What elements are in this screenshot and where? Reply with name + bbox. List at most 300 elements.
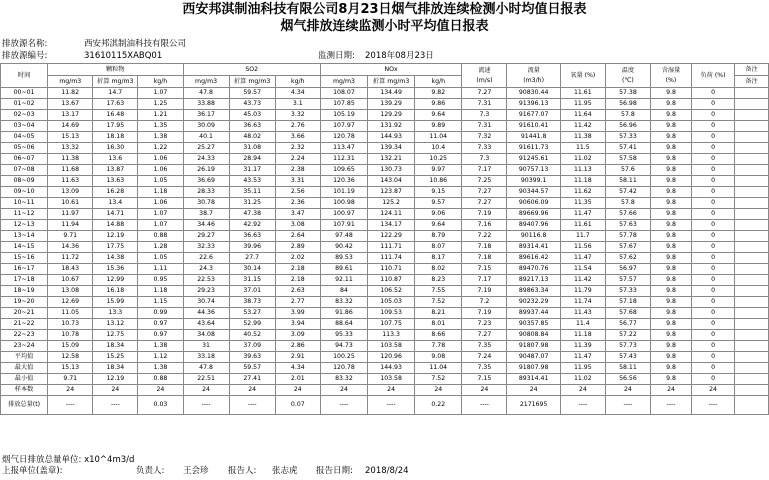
time-cell: 12~13: [1, 220, 48, 231]
nox-conv-cell: 129.29: [368, 110, 415, 121]
nox-mg-cell: 88.64: [320, 319, 367, 330]
time-cell: 03~04: [1, 121, 48, 132]
nox-mg-cell: 100.98: [320, 198, 367, 209]
flow-cell: 89407.96: [507, 220, 560, 231]
moisture-cell: 9.8: [651, 231, 692, 242]
load-cell: 0: [692, 220, 735, 231]
nox-kgh-cell: 10.86: [415, 176, 462, 187]
load-cell: 0: [692, 330, 735, 341]
nox-kgh-cell: 8.23: [415, 275, 462, 286]
so2-mg-cell: 28.33: [183, 187, 229, 198]
velocity-cell: 7.25: [462, 176, 507, 187]
temp-cell: 57.38: [605, 88, 650, 99]
time-cell: 01~02: [1, 99, 48, 110]
table-row: [1, 264, 769, 275]
so2-kgh-cell: 3.1: [275, 99, 320, 110]
flow-cell: 91245.61: [507, 154, 560, 165]
so2-mg-cell: 43.64: [183, 319, 229, 330]
load-cell: 0: [692, 275, 735, 286]
time-cell: 13~14: [1, 231, 48, 242]
time-cell: 10~11: [1, 198, 48, 209]
velocity-cell: 7.18: [462, 242, 507, 253]
nox-kgh-total-cell: 0.22: [415, 396, 462, 415]
dust-mg-cell: 11.38: [48, 154, 93, 165]
so2-mg-cell: 26.19: [183, 165, 229, 176]
time-cell: 09~10: [1, 187, 48, 198]
table-row: [1, 374, 769, 385]
time-cell: 04~05: [1, 132, 48, 143]
moisture-cell: 9.8: [651, 176, 692, 187]
oxygen-cell: 24: [560, 385, 605, 396]
time-cell: 20~21: [1, 308, 48, 319]
table-row: [1, 220, 769, 231]
table-row: [1, 253, 769, 264]
note-cell: [735, 88, 769, 99]
oxygen-cell: 11.35: [560, 198, 605, 209]
table-row: [1, 198, 769, 209]
so2-mg-cell: 25.27: [183, 143, 229, 154]
nox-conv-total-cell: ----: [368, 396, 415, 415]
nox-conv-cell: 120.96: [368, 352, 415, 363]
velocity-cell: 7.35: [462, 341, 507, 352]
flow-cell: 90830.44: [507, 88, 560, 99]
nox-conv-cell: 107.75: [368, 319, 415, 330]
nox-kgh-cell: 9.57: [415, 198, 462, 209]
table-row: [1, 341, 769, 352]
so2-mg-cell: 24.33: [183, 154, 229, 165]
note-cell: [735, 374, 769, 385]
dust-kgh-cell: 0.97: [138, 330, 183, 341]
note-cell: [735, 253, 769, 264]
temp-cell: 56.97: [605, 264, 650, 275]
so2-kgh-cell: 2.02: [275, 253, 320, 264]
temp-cell: 56.98: [605, 99, 650, 110]
dust-kgh-cell: 1.06: [138, 154, 183, 165]
temp-cell: 57.63: [605, 220, 650, 231]
time-cell: 17~18: [1, 275, 48, 286]
note-cell: [735, 231, 769, 242]
flow-cell: 90116.8: [507, 231, 560, 242]
moisture-cell: 9.8: [651, 88, 692, 99]
dust-mg-total-cell: ----: [48, 396, 93, 415]
dust-kgh-cell: 1.38: [138, 132, 183, 143]
nox-mg-cell: 105.19: [320, 110, 367, 121]
dust-mg-cell: 11.94: [48, 220, 93, 231]
table-row: [1, 121, 769, 132]
oxygen-cell: 11.95: [560, 363, 605, 374]
so2-conv-total-cell: ----: [229, 396, 275, 415]
nox-conv-cell: 110.87: [368, 275, 415, 286]
dust-mg-cell: 10.61: [48, 198, 93, 209]
nox-mg-cell: 91.86: [320, 308, 367, 319]
so2-kgh-cell: 2.01: [275, 374, 320, 385]
table-row: [1, 165, 769, 176]
dust-kgh-cell: 1.38: [138, 363, 183, 374]
load-cell: 0: [692, 264, 735, 275]
table-row: [1, 132, 769, 143]
velocity-cell: 7.17: [462, 275, 507, 286]
note-cell: [735, 286, 769, 297]
dust-kgh-cell: 1.07: [138, 88, 183, 99]
nox-mg-cell: 92.11: [320, 275, 367, 286]
so2-conv-cell: 52.99: [229, 319, 275, 330]
moisture-cell: 9.8: [651, 330, 692, 341]
dust-mg-cell: 14.36: [48, 242, 93, 253]
velocity-cell: 24: [462, 385, 507, 396]
velocity-cell: 7.19: [462, 209, 507, 220]
nox-kgh-cell: 9.64: [415, 220, 462, 231]
temp-cell: 57.41: [605, 143, 650, 154]
so2-kgh-cell: 2.89: [275, 242, 320, 253]
flow-cell: 90606.09: [507, 198, 560, 209]
so2-conv-cell: 31.08: [229, 143, 275, 154]
so2-conv-cell: 48.02: [229, 132, 275, 143]
flue-total-line: [2, 455, 134, 466]
so2-kgh-cell: 2.18: [275, 264, 320, 275]
oxygen-cell: 11.61: [560, 88, 605, 99]
dust-header: 颗粒物: [48, 64, 183, 76]
note-cell: [735, 341, 769, 352]
flow-cell: 90757.13: [507, 165, 560, 176]
nox-mg-cell: 101.19: [320, 187, 367, 198]
temp-cell: 57.66: [605, 209, 650, 220]
nox-conv-cell: 111.71: [368, 242, 415, 253]
dust-conv-cell: 13.12: [93, 319, 138, 330]
time-total-cell: 排放总量(t): [1, 396, 48, 415]
dust-conv-cell: 16.18: [93, 286, 138, 297]
nox-conv-cell: 125.2: [368, 198, 415, 209]
nox-kgh-cell: 9.86: [415, 99, 462, 110]
so2-header: SO2: [183, 64, 320, 76]
load-cell: 0: [692, 374, 735, 385]
oxygen-cell: 11.13: [560, 165, 605, 176]
dust-kgh-cell: 1.07: [138, 209, 183, 220]
dust-conv-cell: 16.28: [93, 187, 138, 198]
so2-kgh-cell: 2.18: [275, 275, 320, 286]
velocity-cell: 7.19: [462, 308, 507, 319]
nox-kgh-cell: 9.97: [415, 165, 462, 176]
dust-conv-total-cell: ----: [93, 396, 138, 415]
temp-cell: 57.68: [605, 308, 650, 319]
so2-conv-cell: 36.63: [229, 121, 275, 132]
dust-conv-cell: 15.25: [93, 352, 138, 363]
table-row: [1, 286, 769, 297]
moisture-header: 含湿量 (%): [651, 64, 692, 88]
temp-cell: 56.56: [605, 374, 650, 385]
source-name-label: 排放源名称:: [2, 39, 48, 49]
time-cell: 19~20: [1, 297, 48, 308]
so2-conv-cell: 59.57: [229, 88, 275, 99]
time-cell: 平均值: [1, 352, 48, 363]
load-cell: 0: [692, 132, 735, 143]
temp-cell: 57.33: [605, 286, 650, 297]
note-cell: [735, 187, 769, 198]
table-row: [1, 209, 769, 220]
time-cell: 07~08: [1, 165, 48, 176]
so2-mg-cell: 24: [183, 385, 229, 396]
load-cell: 0: [692, 88, 735, 99]
so2-mg-cell: 22.6: [183, 253, 229, 264]
dust-kgh-cell: 1.15: [138, 297, 183, 308]
oxygen-cell: 11.7: [560, 231, 605, 242]
nox-mg-cell: 120.36: [320, 176, 367, 187]
nox-conv-cell: 139.34: [368, 143, 415, 154]
so2-conv-cell: 28.94: [229, 154, 275, 165]
temp-cell: 58.11: [605, 363, 650, 374]
table-row: [1, 363, 769, 374]
moisture-cell: 9.8: [651, 275, 692, 286]
so2-kgh-cell: 3.99: [275, 308, 320, 319]
temp-cell: 57.18: [605, 297, 650, 308]
velocity-total-cell: ----: [462, 396, 507, 415]
nox-kgh-cell: 10.25: [415, 154, 462, 165]
moisture-cell: 9.8: [651, 165, 692, 176]
dust-mg-cell: 13.32: [48, 143, 93, 154]
so2-conv-cell: 35.11: [229, 187, 275, 198]
dust-kgh-total-cell: 0.03: [138, 396, 183, 415]
load-cell: 0: [692, 187, 735, 198]
nox-conv-cell: 131.92: [368, 121, 415, 132]
nox-conv-cell: 110.71: [368, 264, 415, 275]
load-cell: 0: [692, 209, 735, 220]
time-cell: 18~19: [1, 286, 48, 297]
velocity-cell: 7.27: [462, 88, 507, 99]
temp-header: 温度 (℃): [605, 64, 650, 88]
nox-kgh-header: kg/h: [415, 76, 462, 88]
dust-mg-cell: 9.71: [48, 231, 93, 242]
oxygen-cell: 11.47: [560, 209, 605, 220]
table-row: [1, 110, 769, 121]
dust-kgh-cell: 0.88: [138, 231, 183, 242]
time-cell: 15~16: [1, 253, 48, 264]
so2-conv-cell: 39.63: [229, 352, 275, 363]
nox-mg-cell: 24: [320, 385, 367, 396]
dust-conv-cell: 14.7: [93, 88, 138, 99]
nox-conv-cell: 122.29: [368, 231, 415, 242]
nox-conv-cell: 124.11: [368, 209, 415, 220]
dust-mg-cell: 15.09: [48, 341, 93, 352]
dust-conv-cell: 13.4: [93, 198, 138, 209]
so2-mg-cell: 36.17: [183, 110, 229, 121]
so2-kgh-cell: 2.32: [275, 143, 320, 154]
load-cell: 24: [692, 385, 735, 396]
velocity-cell: 7.33: [462, 143, 507, 154]
velocity-cell: 7.32: [462, 132, 507, 143]
temp-cell: 57.62: [605, 253, 650, 264]
dust-conv-cell: 17.75: [93, 242, 138, 253]
so2-kgh-cell: 3.08: [275, 220, 320, 231]
flow-cell: 91610.41: [507, 121, 560, 132]
oxygen-total-cell: ----: [560, 396, 605, 415]
dust-kgh-cell: 1.11: [138, 264, 183, 275]
so2-mg-cell: 34.08: [183, 330, 229, 341]
nox-kgh-cell: 8.01: [415, 319, 462, 330]
moisture-cell: 9.8: [651, 374, 692, 385]
so2-kgh-cell: 2.56: [275, 187, 320, 198]
so2-kgh-cell: 3.32: [275, 110, 320, 121]
table-row: [1, 385, 769, 396]
flow-cell: 89314.41: [507, 374, 560, 385]
note-cell: [735, 242, 769, 253]
flow-cell: 90808.84: [507, 330, 560, 341]
so2-mg-cell: 24.3: [183, 264, 229, 275]
oxygen-cell: 11.02: [560, 154, 605, 165]
nox-conv-cell: 134.49: [368, 88, 415, 99]
so2-mg-cell: 22.51: [183, 374, 229, 385]
dust-kgh-cell: 1.05: [138, 253, 183, 264]
nox-mg-cell: 89.61: [320, 264, 367, 275]
so2-mg-cell: 33.88: [183, 99, 229, 110]
nox-conv-cell: 24: [368, 385, 415, 396]
so2-mg-header: mg/m3: [183, 76, 229, 88]
so2-mg-cell: 40.1: [183, 132, 229, 143]
dust-mg-cell: 24: [48, 385, 93, 396]
flow-cell: 91807.98: [507, 341, 560, 352]
flow-cell: 90399.1: [507, 176, 560, 187]
nox-kgh-cell: 8.02: [415, 264, 462, 275]
note-cell: [735, 198, 769, 209]
oxygen-cell: 11.74: [560, 297, 605, 308]
nox-conv-header: 折算 mg/m3: [368, 76, 415, 88]
moisture-cell: 9.8: [651, 253, 692, 264]
dust-mg-cell: 9.71: [48, 374, 93, 385]
nox-mg-cell: 83.32: [320, 297, 367, 308]
table-row: [1, 242, 769, 253]
velocity-cell: 7.17: [462, 165, 507, 176]
velocity-cell: 7.16: [462, 220, 507, 231]
dust-mg-cell: 13.17: [48, 110, 93, 121]
temp-total-cell: ----: [605, 396, 650, 415]
load-cell: 0: [692, 110, 735, 121]
moisture-cell: 9.8: [651, 286, 692, 297]
flow-cell: 90357.85: [507, 319, 560, 330]
dust-kgh-cell: 0.95: [138, 275, 183, 286]
note-header-2: 备注: [735, 76, 769, 88]
nox-kgh-cell: 9.82: [415, 88, 462, 99]
load-cell: 0: [692, 242, 735, 253]
dust-kgh-cell: 1.12: [138, 352, 183, 363]
note-cell: [735, 220, 769, 231]
moisture-cell: 9.8: [651, 319, 692, 330]
nox-conv-cell: 103.58: [368, 374, 415, 385]
nox-conv-cell: 130.73: [368, 165, 415, 176]
velocity-cell: 7.15: [462, 264, 507, 275]
table-row: [1, 176, 769, 187]
nox-mg-cell: 89.53: [320, 253, 367, 264]
dust-conv-cell: 14.88: [93, 220, 138, 231]
so2-mg-cell: 30.09: [183, 121, 229, 132]
nox-kgh-cell: 8.79: [415, 231, 462, 242]
so2-mg-cell: 30.74: [183, 297, 229, 308]
dust-kgh-cell: 1.21: [138, 110, 183, 121]
note-cell: [735, 165, 769, 176]
time-header: 时间: [1, 64, 48, 88]
moisture-cell: 9.8: [651, 121, 692, 132]
load-cell: 0: [692, 286, 735, 297]
dust-conv-cell: 18.34: [93, 363, 138, 374]
dust-kgh-cell: 1.06: [138, 198, 183, 209]
moisture-cell: 9.8: [651, 220, 692, 231]
nox-conv-cell: 139.29: [368, 99, 415, 110]
oxygen-cell: 11.18: [560, 330, 605, 341]
so2-conv-cell: 43.53: [229, 176, 275, 187]
so2-kgh-cell: 2.86: [275, 341, 320, 352]
temp-cell: 56.77: [605, 319, 650, 330]
flow-cell: 89616.42: [507, 253, 560, 264]
so2-mg-cell: 30.78: [183, 198, 229, 209]
nox-kgh-cell: 24: [415, 385, 462, 396]
so2-conv-cell: 27.7: [229, 253, 275, 264]
load-cell: 0: [692, 253, 735, 264]
velocity-cell: 7.2: [462, 297, 507, 308]
so2-kgh-cell: 3.94: [275, 319, 320, 330]
velocity-cell: 7.31: [462, 99, 507, 110]
dust-kgh-cell: 1.18: [138, 187, 183, 198]
flow-cell: 89217.13: [507, 275, 560, 286]
nox-mg-cell: 107.91: [320, 220, 367, 231]
so2-kgh-header: kg/h: [275, 76, 320, 88]
so2-kgh-cell: 3.66: [275, 132, 320, 143]
flow-cell: 89470.76: [507, 264, 560, 275]
temp-cell: 57.73: [605, 341, 650, 352]
dust-conv-cell: 12.19: [93, 374, 138, 385]
oxygen-cell: 11.02: [560, 374, 605, 385]
load-cell: 0: [692, 308, 735, 319]
dust-mg-cell: 12.69: [48, 297, 93, 308]
dust-mg-cell: 18.43: [48, 264, 93, 275]
velocity-cell: 7.31: [462, 121, 507, 132]
temp-cell: 57.57: [605, 275, 650, 286]
dust-mg-cell: 11.82: [48, 88, 93, 99]
flow-cell: 90487.07: [507, 352, 560, 363]
nox-mg-cell: 113.47: [320, 143, 367, 154]
so2-conv-cell: 31.25: [229, 198, 275, 209]
load-cell: 0: [692, 231, 735, 242]
so2-mg-cell: 31: [183, 341, 229, 352]
so2-kgh-total-cell: 0.07: [275, 396, 320, 415]
dust-conv-cell: 13.87: [93, 165, 138, 176]
dust-mg-cell: 15.13: [48, 363, 93, 374]
time-cell: 05~06: [1, 143, 48, 154]
flow-cell: 89937.44: [507, 308, 560, 319]
moisture-cell: 9.8: [651, 209, 692, 220]
dust-mg-cell: 10.73: [48, 319, 93, 330]
time-cell: 06~07: [1, 154, 48, 165]
so2-kgh-cell: 2.38: [275, 165, 320, 176]
nox-conv-cell: 106.52: [368, 286, 415, 297]
oxygen-cell: 11.56: [560, 242, 605, 253]
load-cell: 0: [692, 99, 735, 110]
nox-mg-cell: 108.07: [320, 88, 367, 99]
dust-conv-cell: 12.75: [93, 330, 138, 341]
dust-kgh-cell: 1.35: [138, 121, 183, 132]
so2-conv-cell: 30.14: [229, 264, 275, 275]
so2-mg-cell: 29.27: [183, 231, 229, 242]
dust-mg-cell: 13.09: [48, 187, 93, 198]
temp-cell: 24: [605, 385, 650, 396]
so2-kgh-cell: 2.77: [275, 297, 320, 308]
table-row: [1, 330, 769, 341]
temp-cell: 57.67: [605, 242, 650, 253]
nox-kgh-cell: 9.08: [415, 352, 462, 363]
time-cell: 02~03: [1, 110, 48, 121]
dust-conv-cell: 13.63: [93, 176, 138, 187]
temp-cell: 57.43: [605, 352, 650, 363]
oxygen-cell: 11.61: [560, 220, 605, 231]
temp-cell: 57.8: [605, 110, 650, 121]
oxygen-cell: 11.79: [560, 286, 605, 297]
nox-mg-total-cell: ----: [320, 396, 367, 415]
